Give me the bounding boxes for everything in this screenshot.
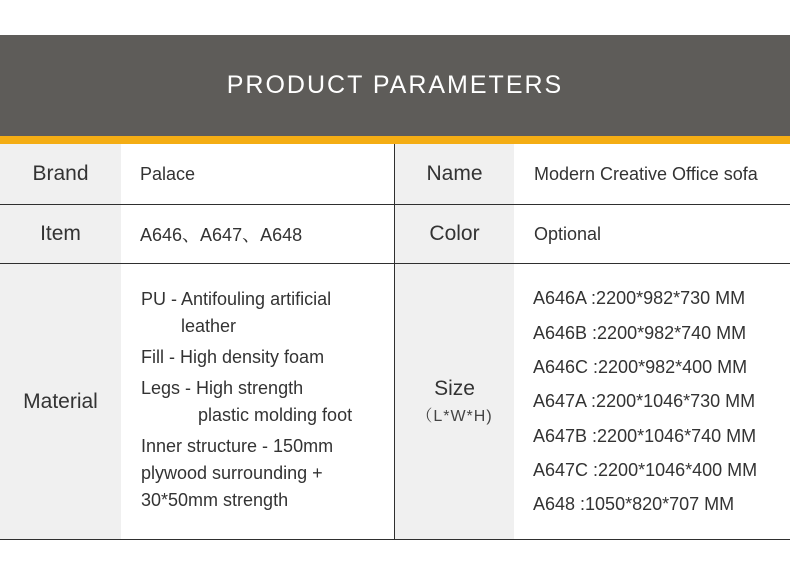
size-list [533, 281, 757, 521]
material-inner-line1: Inner structure - 150mm [141, 435, 334, 456]
material-legs-line1: Legs - High strength [141, 377, 304, 398]
material-pu-line1: PU - Antifouling artificial [141, 288, 332, 309]
size-item: A646B :2200*982*740 MM [533, 322, 747, 343]
material-label: Material [0, 264, 121, 539]
header-banner [0, 35, 790, 136]
size-item: A648 :1050*820*707 MM [533, 494, 735, 515]
size-sublabel: （L*W*H) [416, 408, 493, 425]
table-row-brand [0, 144, 790, 205]
material-pu [141, 286, 352, 340]
item-value: A646、A647、A648 [121, 205, 395, 263]
size-item: A647B :2200*1046*740 MM [533, 425, 757, 446]
name-label: Name [395, 144, 514, 204]
brand-value: Palace [121, 144, 395, 204]
material-fill: Fill - High density foam [141, 346, 325, 367]
item-label: Item [0, 205, 121, 263]
material-inner-line3: 30*50mm strength [141, 489, 289, 510]
size-item: A647C :2200*1046*400 MM [533, 459, 758, 480]
material-legs-line2: plastic molding foot [198, 404, 353, 425]
size-item: A647A :2200*1046*730 MM [533, 391, 756, 412]
size-label: Size [434, 377, 475, 400]
material-pu-line2: leather [181, 315, 237, 336]
material-legs [141, 375, 352, 429]
size-item: A646C :2200*982*400 MM [533, 357, 748, 378]
color-label: Color [395, 205, 514, 263]
material-inner [141, 433, 352, 514]
brand-label: Brand [0, 144, 121, 204]
material-inner-line2: plywood surrounding + [141, 462, 323, 483]
table-row-material [0, 264, 790, 539]
color-value: Optional [514, 205, 790, 263]
accent-bar [0, 136, 790, 144]
size-label-cell [395, 264, 514, 539]
name-value: Modern Creative Office sofa [514, 144, 790, 204]
parameters-table [0, 144, 790, 540]
size-value [514, 264, 790, 539]
material-list [141, 286, 352, 518]
material-value [121, 264, 395, 539]
size-item: A646A :2200*982*730 MM [533, 288, 746, 309]
page-title: PRODUCT PARAMETERS [226, 71, 564, 99]
table-row-item [0, 205, 790, 264]
